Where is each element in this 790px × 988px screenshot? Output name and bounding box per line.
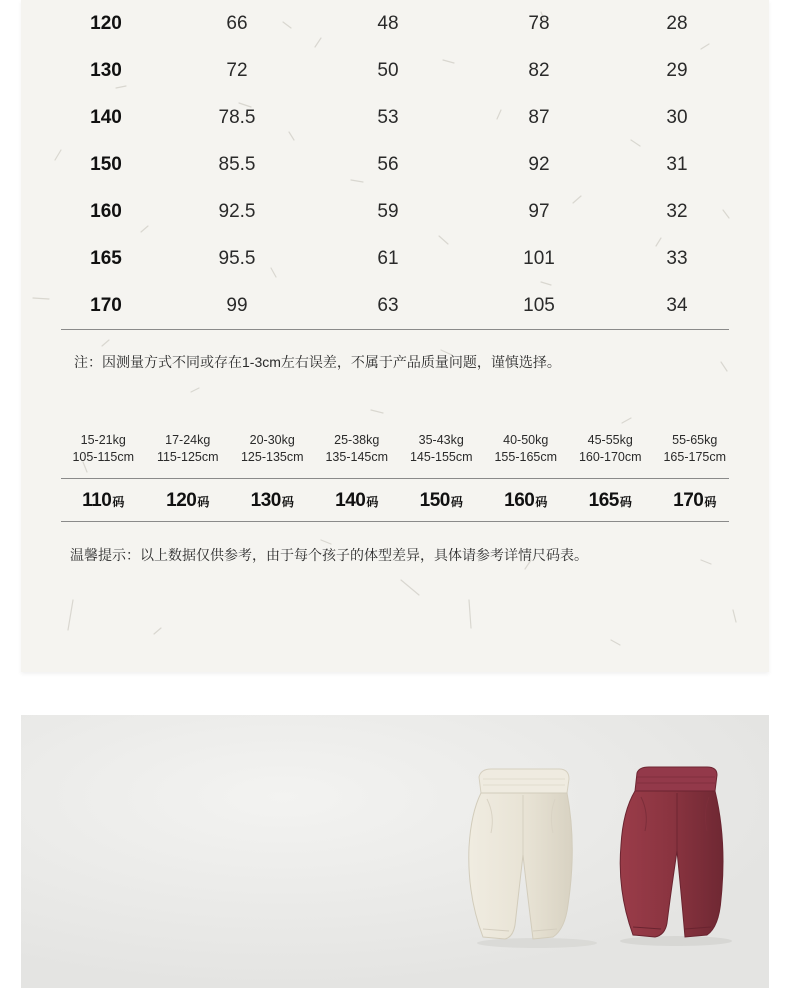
- height-range: 125-135cm: [240, 450, 304, 464]
- size-unit: 码: [450, 495, 463, 509]
- table-divider: [61, 329, 729, 330]
- height-range: 105-115cm: [72, 450, 135, 464]
- weight-range: 25-38kg: [334, 433, 380, 447]
- measurement-cell: 33: [666, 247, 688, 269]
- product-photo: [21, 715, 769, 988]
- size-label: [230, 490, 315, 512]
- size-unit: 码: [704, 495, 717, 509]
- size-unit: 码: [112, 495, 125, 509]
- height-range: 165-175cm: [663, 450, 727, 464]
- weight-range: 40-50kg: [503, 433, 549, 447]
- size-number: 150: [419, 490, 450, 511]
- table-row: [61, 0, 729, 47]
- size-guide-divider-top: [61, 478, 729, 479]
- size-number: 165: [588, 490, 619, 511]
- size-unit: 码: [281, 495, 294, 509]
- size-guide-sizes: [61, 490, 737, 512]
- size-cell: 160: [90, 200, 122, 222]
- size-guide-range: [653, 432, 738, 466]
- table-row: [61, 94, 729, 141]
- size-guide-tip: 温馨提示：以上数据仅供参考，由于每个孩子的体型差异，具体请参考详情尺码表。: [70, 547, 588, 563]
- size-unit: 码: [366, 495, 379, 509]
- measurement-cell: 63: [377, 294, 399, 316]
- size-unit: 码: [619, 495, 632, 509]
- size-number: 170: [673, 490, 704, 511]
- measurement-cell: 34: [666, 294, 688, 316]
- measurement-cell: 101: [523, 247, 555, 269]
- measurement-cell: 78.5: [218, 106, 256, 128]
- measurement-cell: 92: [528, 153, 550, 175]
- size-label: [315, 490, 400, 512]
- size-cell: 150: [90, 153, 122, 175]
- table-row: [61, 235, 729, 282]
- measurement-cell: 95.5: [218, 247, 256, 269]
- measurement-cell: 30: [666, 106, 688, 128]
- size-chart-card: [21, 0, 769, 672]
- measurement-cell: 72: [226, 59, 248, 81]
- size-cell: 165: [90, 247, 122, 269]
- measurement-cell: 31: [666, 153, 688, 175]
- size-guide-range: [484, 432, 569, 466]
- measurement-cell: 85.5: [218, 153, 256, 175]
- measurement-cell: 87: [528, 106, 550, 128]
- size-guide-divider-bottom: [61, 521, 729, 522]
- size-cell: 170: [90, 294, 122, 316]
- size-label: [61, 490, 146, 512]
- size-number: 140: [335, 490, 366, 511]
- measurement-cell: 59: [377, 200, 399, 222]
- size-guide-range: [146, 432, 231, 466]
- product-photo-panel: [21, 715, 769, 988]
- size-guide-range: [61, 432, 146, 466]
- table-row: [61, 141, 729, 188]
- table-row: [61, 188, 729, 235]
- size-guide-range: [399, 432, 484, 466]
- size-label: [399, 490, 484, 512]
- height-range: 160-170cm: [578, 450, 642, 464]
- weight-range: 55-65kg: [672, 433, 718, 447]
- measurement-cell: 92.5: [218, 200, 256, 222]
- height-range: 115-125cm: [156, 450, 219, 464]
- measurement-cell: 50: [377, 59, 399, 81]
- size-label: [653, 490, 738, 512]
- measurement-cell: 32: [666, 200, 688, 222]
- measurement-cell: 78: [528, 12, 550, 34]
- weight-range: 15-21kg: [80, 433, 126, 447]
- measurement-cell: 99: [226, 294, 248, 316]
- table-row: [61, 282, 729, 329]
- measurement-cell: 61: [377, 247, 399, 269]
- height-range: 155-165cm: [494, 450, 558, 464]
- height-range: 135-145cm: [325, 450, 389, 464]
- size-label: [484, 490, 569, 512]
- measurement-cell: 48: [377, 12, 399, 34]
- size-number: 130: [250, 490, 281, 511]
- size-guide-range: [568, 432, 653, 466]
- size-number: 120: [166, 490, 197, 511]
- table-row: [61, 47, 729, 94]
- measurement-cell: 97: [528, 200, 550, 222]
- measurement-cell: 82: [528, 59, 550, 81]
- weight-range: 20-30kg: [249, 433, 295, 447]
- measurement-cell: 29: [666, 59, 688, 81]
- weight-range: 17-24kg: [165, 433, 211, 447]
- weight-range: 45-55kg: [587, 433, 633, 447]
- size-guide-range: [230, 432, 315, 466]
- size-cell: 120: [90, 12, 122, 34]
- measurement-note: 注：因测量方式不同或存在1-3cm左右误差，不属于产品质量问题，谨慎选择。: [74, 354, 561, 370]
- measurement-cell: 105: [523, 294, 555, 316]
- weight-range: 35-43kg: [418, 433, 464, 447]
- size-cell: 140: [90, 106, 122, 128]
- size-cell: 130: [90, 59, 122, 81]
- measurement-table: [61, 0, 729, 329]
- measurement-cell: 66: [226, 12, 248, 34]
- size-number: 160: [504, 490, 535, 511]
- height-range: 145-155cm: [409, 450, 473, 464]
- size-guide-header: [61, 432, 737, 466]
- size-unit: 码: [197, 495, 210, 509]
- measurement-cell: 53: [377, 106, 399, 128]
- measurement-cell: 56: [377, 153, 399, 175]
- size-number: 110: [82, 490, 112, 511]
- size-label: [568, 490, 653, 512]
- size-unit: 码: [535, 495, 548, 509]
- measurement-cell: 28: [666, 12, 688, 34]
- size-label: [146, 490, 231, 512]
- size-guide-range: [315, 432, 400, 466]
